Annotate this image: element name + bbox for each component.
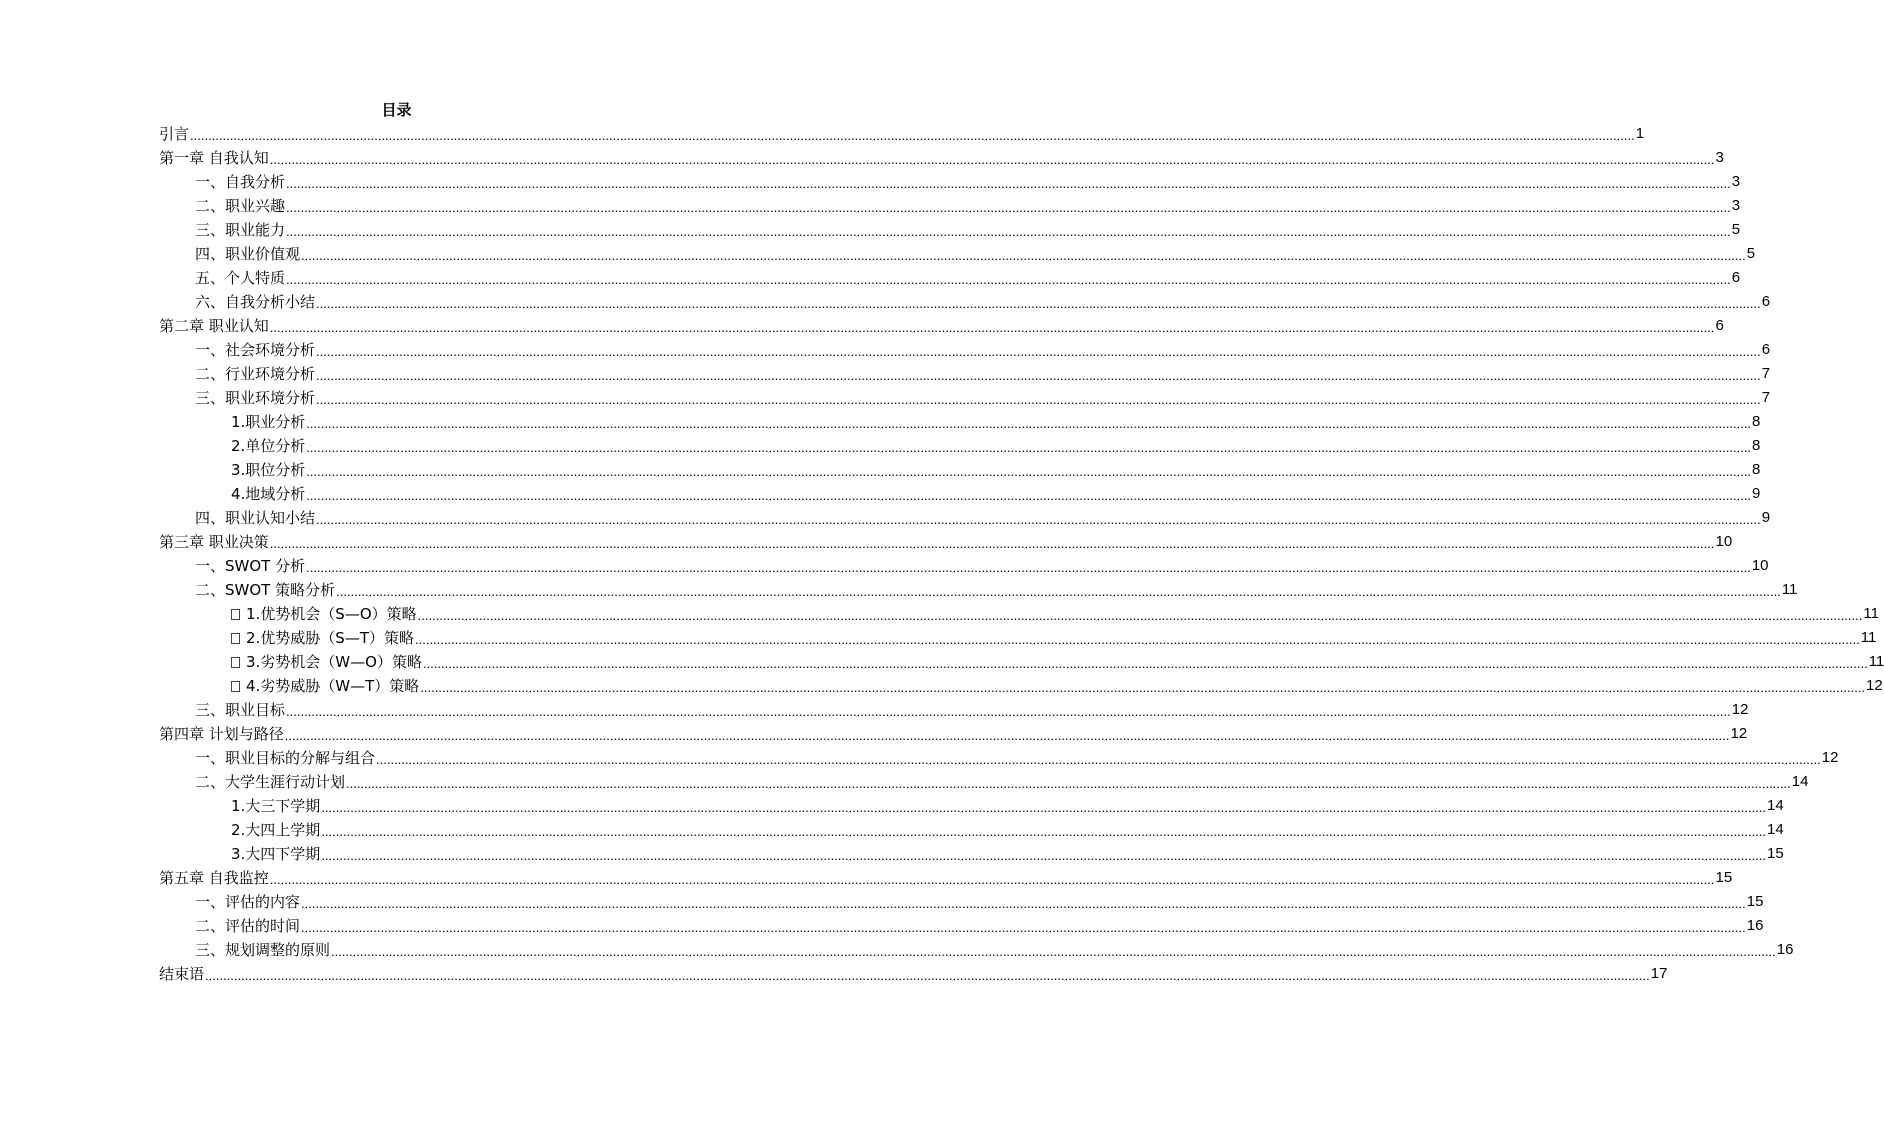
toc-entry-label <box>195 746 375 770</box>
toc-entry-label <box>231 650 422 674</box>
toc-entry-label <box>195 938 330 962</box>
toc-entry-label <box>195 578 335 602</box>
toc-entry[interactable] <box>159 794 1784 818</box>
toc-entry[interactable] <box>159 290 1771 314</box>
toc-entry[interactable] <box>159 578 1798 602</box>
toc-entry[interactable] <box>159 194 1741 218</box>
dot-leader: ................................................................................................................................................................................................................................................................................................................................................................................................................ <box>316 392 1761 407</box>
dot-leader: ................................................................................................................................................................................................................................................................................................................................................................................................................ <box>306 560 1751 575</box>
toc-entry-label <box>159 962 204 986</box>
toc-entry[interactable] <box>159 818 1784 842</box>
toc-entry[interactable] <box>159 122 1645 146</box>
toc-entry-label <box>195 242 300 266</box>
toc-entry-text: 1.职业分析 <box>231 413 306 431</box>
toc-entry-page-number: 15 <box>1715 869 1733 886</box>
toc-entry-label <box>195 218 285 242</box>
toc-entry-text: 六、自我分析小结 <box>195 293 316 311</box>
toc-entry[interactable] <box>159 314 1724 338</box>
toc-entry-label <box>195 266 285 290</box>
toc-entry-text: 3.大四下学期 <box>231 845 321 863</box>
dot-leader: ................................................................................................................................................................................................................................................................................................................................................................................................................ <box>190 128 1635 143</box>
dot-leader: ................................................................................................................................................................................................................................................................................................................................................................................................................ <box>316 344 1761 359</box>
toc-entry-text: 二、评估的时间 <box>195 917 301 935</box>
dot-leader: ................................................................................................................................................................................................................................................................................................................................................................................................................ <box>269 320 1715 335</box>
toc-entry-page-number: 10 <box>1751 557 1769 574</box>
toc-entry-page-number: 7 <box>1761 365 1771 382</box>
dot-leader: ................................................................................................................................................................................................................................................................................................................................................................................................................ <box>336 584 1781 599</box>
toc-entry[interactable] <box>159 170 1741 194</box>
toc-entry-text: 3.劣势机会（W—O）策略 <box>246 653 422 671</box>
toc-entry-label <box>195 338 315 362</box>
toc-entry-text: 一、自我分析 <box>195 173 286 191</box>
toc-entry-page-number: 11 <box>1863 605 1879 622</box>
toc-entry-label <box>231 842 320 866</box>
toc-entry-label <box>159 122 189 146</box>
toc-entry[interactable] <box>159 434 1761 458</box>
toc-entry[interactable] <box>159 866 1733 890</box>
dot-leader: ................................................................................................................................................................................................................................................................................................................................................................................................................ <box>316 368 1761 383</box>
toc-entry-label <box>195 506 315 530</box>
toc-entry[interactable] <box>159 962 1668 986</box>
toc-entry-label <box>231 458 305 482</box>
toc-entry-page-number: 16 <box>1746 917 1764 934</box>
toc-entry[interactable] <box>159 746 1839 770</box>
dot-leader: ................................................................................................................................................................................................................................................................................................................................................................................................................ <box>321 800 1767 815</box>
dot-leader: ................................................................................................................................................................................................................................................................................................................................................................................................................ <box>321 848 1767 863</box>
dot-leader: ................................................................................................................................................................................................................................................................................................................................................................................................................ <box>422 656 1868 671</box>
toc-entry-text: 结束语 <box>159 965 205 983</box>
toc-entry-text: 第一章 自我认知 <box>159 149 269 167</box>
toc-entry-page-number: 12 <box>1730 725 1748 742</box>
dot-leader: ................................................................................................................................................................................................................................................................................................................................................................................................................ <box>376 752 1821 767</box>
toc-entry-label <box>195 770 345 794</box>
toc-entry-page-number: 15 <box>1767 845 1784 862</box>
toc-entry-label <box>159 722 284 746</box>
toc-entry-label <box>195 386 315 410</box>
table-of-contents <box>159 122 1884 986</box>
dot-leader: ................................................................................................................................................................................................................................................................................................................................................................................................................ <box>205 968 1650 983</box>
toc-entry-page-number: 11 <box>1860 629 1877 646</box>
toc-entry-text: 三、规划调整的原则 <box>195 941 331 959</box>
toc-entry-page-number: 6 <box>1715 317 1724 334</box>
dot-leader: ................................................................................................................................................................................................................................................................................................................................................................................................................ <box>316 296 1761 311</box>
toc-entry[interactable] <box>159 554 1769 578</box>
toc-entry-text: 四、职业价值观 <box>195 245 301 263</box>
toc-entry-label <box>159 146 269 170</box>
toc-entry-page-number: 6 <box>1731 269 1741 286</box>
toc-entry-text: 第三章 职业决策 <box>159 533 269 551</box>
toc-entry-page-number: 3 <box>1731 173 1741 190</box>
toc-entry-label <box>159 866 269 890</box>
toc-entry-page-number: 11 <box>1868 653 1884 670</box>
dot-leader: ................................................................................................................................................................................................................................................................................................................................................................................................................ <box>286 176 1731 191</box>
toc-entry-text: 四、职业认知小结 <box>195 509 316 527</box>
toc-entry-label <box>195 290 315 314</box>
dot-leader: ................................................................................................................................................................................................................................................................................................................................................................................................................ <box>269 152 1715 167</box>
toc-entry[interactable] <box>159 674 1883 698</box>
dot-leader: ................................................................................................................................................................................................................................................................................................................................................................................................................ <box>269 536 1715 551</box>
toc-entry-text: 三、职业能力 <box>195 221 286 239</box>
toc-entry-text: 三、职业目标 <box>195 701 286 719</box>
dot-leader: ................................................................................................................................................................................................................................................................................................................................................................................................................ <box>321 824 1767 839</box>
dot-leader: ................................................................................................................................................................................................................................................................................................................................................................................................................ <box>301 248 1746 263</box>
toc-entry[interactable] <box>159 698 1749 722</box>
toc-entry[interactable] <box>159 722 1748 746</box>
toc-entry-page-number: 17 <box>1650 965 1668 982</box>
missing-glyph-icon <box>231 681 240 692</box>
toc-entry-text: 引言 <box>159 125 190 143</box>
dot-leader: ................................................................................................................................................................................................................................................................................................................................................................................................................ <box>269 872 1715 887</box>
dot-leader: ................................................................................................................................................................................................................................................................................................................................................................................................................ <box>316 512 1761 527</box>
toc-entry[interactable] <box>159 458 1761 482</box>
toc-title: 目录 <box>381 101 412 119</box>
toc-entry-page-number: 8 <box>1752 413 1761 430</box>
toc-entry[interactable] <box>159 482 1761 506</box>
toc-entry-page-number: 8 <box>1752 461 1761 478</box>
toc-entry-page-number: 5 <box>1746 245 1756 262</box>
dot-leader: ................................................................................................................................................................................................................................................................................................................................................................................................................ <box>301 920 1746 935</box>
missing-glyph-icon <box>231 609 240 620</box>
toc-entry-text: 1.大三下学期 <box>231 797 321 815</box>
toc-entry[interactable] <box>159 602 1879 626</box>
toc-entry-page-number: 12 <box>1731 701 1749 718</box>
toc-entry-page-number: 5 <box>1731 221 1741 238</box>
toc-entry-page-number: 9 <box>1761 509 1771 526</box>
toc-entry-page-number: 15 <box>1746 893 1764 910</box>
toc-entry-label <box>231 602 417 626</box>
toc-entry-text: 4.地域分析 <box>231 485 306 503</box>
missing-glyph-icon <box>231 657 240 668</box>
toc-entry-text: 三、职业环境分析 <box>195 389 316 407</box>
toc-entry-label <box>231 818 320 842</box>
toc-entry[interactable] <box>159 890 1764 914</box>
toc-entry[interactable] <box>159 914 1764 938</box>
toc-entry[interactable] <box>159 650 1884 674</box>
toc-entry-label <box>195 362 315 386</box>
toc-entry[interactable] <box>159 338 1771 362</box>
toc-entry-page-number: 9 <box>1752 485 1761 502</box>
dot-leader: ................................................................................................................................................................................................................................................................................................................................................................................................................ <box>286 224 1731 239</box>
toc-entry-text: 一、SWOT 分析 <box>195 557 306 575</box>
toc-entry[interactable] <box>159 410 1761 434</box>
toc-entry-text: 第二章 职业认知 <box>159 317 269 335</box>
dot-leader: ................................................................................................................................................................................................................................................................................................................................................................................................................ <box>284 728 1730 743</box>
toc-entry-label <box>195 554 305 578</box>
toc-entry[interactable] <box>159 386 1771 410</box>
toc-entry-label <box>159 530 269 554</box>
toc-entry[interactable] <box>159 626 1877 650</box>
toc-entry-label <box>231 434 305 458</box>
missing-glyph-icon <box>231 633 240 644</box>
toc-entry-text: 第五章 自我监控 <box>159 869 269 887</box>
toc-entry[interactable] <box>159 218 1741 242</box>
toc-entry[interactable] <box>159 242 1756 266</box>
toc-entry[interactable] <box>159 266 1741 290</box>
dot-leader: ................................................................................................................................................................................................................................................................................................................................................................................................................ <box>306 488 1752 503</box>
toc-entry-page-number: 10 <box>1715 533 1733 550</box>
toc-entry-label <box>159 314 269 338</box>
toc-entry-page-number: 14 <box>1767 821 1784 838</box>
toc-entry-label <box>195 890 300 914</box>
toc-entry-text: 二、行业环境分析 <box>195 365 316 383</box>
toc-entry-page-number: 12 <box>1866 677 1883 694</box>
dot-leader: ................................................................................................................................................................................................................................................................................................................................................................................................................ <box>417 608 1863 623</box>
toc-entry-page-number: 14 <box>1791 773 1809 790</box>
toc-entry-page-number: 7 <box>1761 389 1771 406</box>
toc-entry[interactable] <box>159 362 1771 386</box>
toc-entry-page-number: 1 <box>1635 125 1645 142</box>
toc-entry-text: 一、职业目标的分解与组合 <box>195 749 376 767</box>
dot-leader: ................................................................................................................................................................................................................................................................................................................................................................................................................ <box>306 416 1752 431</box>
toc-entry-text: 五、个人特质 <box>195 269 286 287</box>
toc-entry-text: 2.优势威胁（S—T）策略 <box>246 629 414 647</box>
toc-entry-page-number: 6 <box>1761 293 1771 310</box>
toc-entry-page-number: 8 <box>1752 437 1761 454</box>
toc-entry-page-number: 3 <box>1731 197 1741 214</box>
toc-entry-text: 一、社会环境分析 <box>195 341 316 359</box>
toc-entry-label <box>195 914 300 938</box>
toc-entry-label <box>231 626 414 650</box>
toc-entry-text: 1.优势机会（S—O）策略 <box>246 605 417 623</box>
toc-entry-label <box>231 482 305 506</box>
toc-entry-text: 2.单位分析 <box>231 437 306 455</box>
dot-leader: ................................................................................................................................................................................................................................................................................................................................................................................................................ <box>286 272 1731 287</box>
toc-entry-page-number: 12 <box>1821 749 1839 766</box>
toc-entry[interactable] <box>159 938 1794 962</box>
toc-entry[interactable] <box>159 842 1784 866</box>
toc-entry-text: 2.大四上学期 <box>231 821 321 839</box>
toc-entry-text: 一、评估的内容 <box>195 893 301 911</box>
dot-leader: ................................................................................................................................................................................................................................................................................................................................................................................................................ <box>415 632 1860 647</box>
toc-entry-text: 二、SWOT 策略分析 <box>195 581 336 599</box>
dot-leader: ................................................................................................................................................................................................................................................................................................................................................................................................................ <box>346 776 1791 791</box>
toc-entry-page-number: 3 <box>1715 149 1724 166</box>
dot-leader: ................................................................................................................................................................................................................................................................................................................................................................................................................ <box>306 440 1752 455</box>
toc-entry[interactable] <box>159 530 1733 554</box>
toc-entry-page-number: 16 <box>1776 941 1794 958</box>
dot-leader: ................................................................................................................................................................................................................................................................................................................................................................................................................ <box>301 896 1746 911</box>
toc-entry-label <box>195 194 285 218</box>
toc-entry-label <box>231 674 419 698</box>
dot-leader: ................................................................................................................................................................................................................................................................................................................................................................................................................ <box>331 944 1776 959</box>
dot-leader: ................................................................................................................................................................................................................................................................................................................................................................................................................ <box>286 200 1731 215</box>
toc-entry-text: 3.职位分析 <box>231 461 306 479</box>
toc-entry[interactable] <box>159 770 1809 794</box>
toc-entry-text: 二、职业兴趣 <box>195 197 286 215</box>
dot-leader: ................................................................................................................................................................................................................................................................................................................................................................................................................ <box>420 680 1866 695</box>
toc-entry-label <box>231 410 305 434</box>
toc-entry[interactable] <box>159 506 1771 530</box>
toc-entry-page-number: 11 <box>1781 581 1798 598</box>
toc-entry-text: 第四章 计划与路径 <box>159 725 284 743</box>
toc-entry-page-number: 14 <box>1767 797 1784 814</box>
dot-leader: ................................................................................................................................................................................................................................................................................................................................................................................................................ <box>286 704 1731 719</box>
toc-entry[interactable] <box>159 146 1724 170</box>
dot-leader: ................................................................................................................................................................................................................................................................................................................................................................................................................ <box>306 464 1752 479</box>
toc-entry-page-number: 6 <box>1761 341 1771 358</box>
toc-entry-label <box>195 170 285 194</box>
toc-entry-label <box>231 794 320 818</box>
toc-entry-text: 4.劣势威胁（W—T）策略 <box>246 677 420 695</box>
toc-entry-text: 二、大学生涯行动计划 <box>195 773 346 791</box>
toc-entry-label <box>195 698 285 722</box>
